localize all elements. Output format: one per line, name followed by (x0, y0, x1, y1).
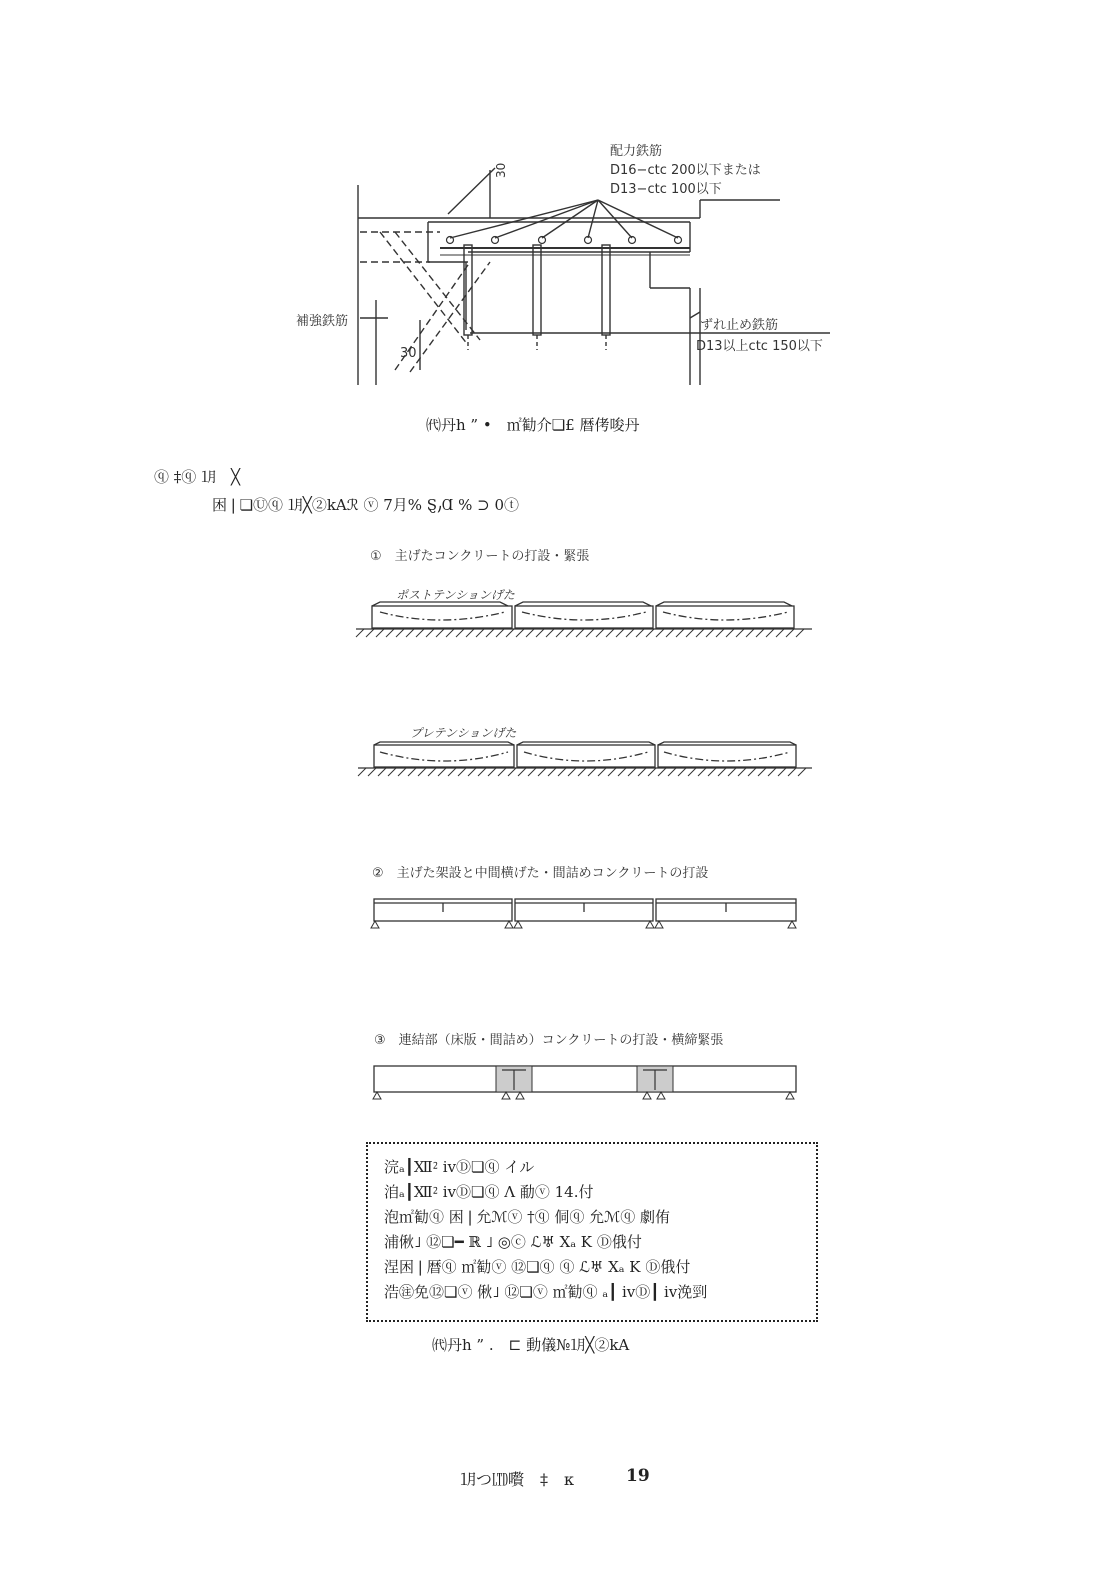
legend-line: 浦偢˩ ⑫❏━ ℝ ˩ ◎ⓒ ℒ♅ Ⅹₐ K Ⓓ俄付 (384, 1233, 642, 1251)
post-tension-label: ポストテンションげた (396, 588, 515, 602)
legend-line: 涅困❘暦ⓠ ㎡勧ⓥ ⑫❏ⓠ ⓠ ℒ♅ Ⅹₐ K Ⓓ俄付 (384, 1258, 691, 1276)
figure-1-caption: ㈹丹h ” • ㎡勧介❏£ 暦侤唆丹 (426, 416, 640, 434)
section-subline: 困❘❏Ⓤⓠ ㋀╳②kAℛ ⓥ 7月% Ȿ⹜Ɑ % ⊃ 0ⓣ (212, 496, 519, 514)
legend-line: 洎ₐ┃Ⅻ⁲ ⅳⒹ❏ⓠ Λ 勈ⓥ 14.付 (384, 1183, 594, 1201)
legend-line: 浩㊟免⑫❏ⓥ 偢˩ ⑫❏ⓥ ㎡勧ⓠ ₐ┃ ⅳⒹ┃ ⅳ浼剄 (384, 1283, 708, 1301)
pre-tension-label: プレテンションげた (410, 726, 517, 740)
dimension-top: 30 (494, 162, 508, 178)
step-2-label: ② 主げた架設と中間横げた・間詰めコンクリートの打設 (372, 866, 709, 881)
distribution-bar-spec-2: D13−ctc 100以下 (610, 182, 722, 197)
page-footer-label: ㋀つ㋏嚽 ‡ κ (460, 1470, 575, 1489)
step-1-label: ① 主げたコンクリートの打設・緊張 (370, 549, 590, 564)
step-3-label: ③ 連結部（床版・間詰め）コンクリートの打設・横締緊張 (374, 1033, 724, 1048)
distribution-bar-spec-1: D16−ctc 200以下または (610, 163, 761, 178)
legend-line: 浣ₐ┃Ⅻ⁲ ⅳⒹ❏ⓠ イル (384, 1158, 535, 1176)
shear-connector-label: ずれ止め鉄筋 (700, 318, 779, 333)
distribution-bar-label: 配力鉄筋 (610, 144, 663, 159)
dimension-bottom: 30 (400, 346, 417, 361)
section-heading: ⓠ ‡ⓠ ㋀ ╳ (154, 468, 241, 486)
page-number: 19 (626, 1466, 650, 1486)
legend-line: 泡㎡勧ⓠ 困❘允ℳⓥ †ⓠ 侗ⓠ 允ℳⓠ 劇侑 (384, 1208, 670, 1226)
figure-2-caption: ㈹丹h ” . ⊏ 動儀№㋀╳②kA (432, 1336, 630, 1354)
shear-connector-spec: D13以上ctc 150以下 (696, 339, 823, 354)
reinforcing-bar-label: 補強鉄筋 (296, 314, 349, 329)
legend-box (366, 1142, 818, 1322)
